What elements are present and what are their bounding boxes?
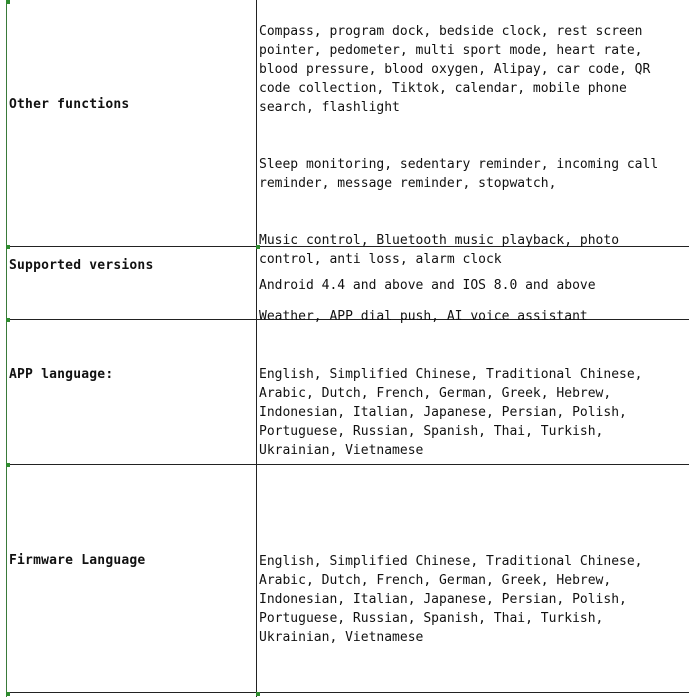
value-paragraph: Compass, program dock, bedside clock, rest screen pointer, pedometer, multi sport mode, heart rate, blood pressure, blood oxygen, Alipay, car code, QR code collection, Tiktok, calendar, mobile phone search, flashlight [259,24,651,115]
cell-marker [6,692,10,696]
value-paragraph: Weather, APP dial push, AI voice assistant [259,309,588,324]
row-value [259,346,687,479]
value-paragraph: Music control, Bluetooth music playback, photo control, anti loss, alarm clock [259,233,620,267]
row-label: APP language: [9,367,114,382]
row-divider [6,692,689,693]
value-paragraph: Sleep monitoring, sedentary reminder, incoming call reminder, message reminder, stopwatch, [259,157,659,191]
value-paragraph: English, Simplified Chinese, Traditional Chinese, Arabic, Dutch, French, German, Greek, Hebrew, Indonesian, Italian, Japanese, Persian, Polish, Portuguese, Russian, Spanish, Thai, Turkish, Ukrainian, Vietnamese [259,554,643,645]
cell-marker [256,692,260,696]
table-row-firmware-language [0,464,689,692]
table-row-supported-versions [0,246,689,319]
row-label: Other functions [9,97,130,112]
table-row-app-language [0,319,689,464]
row-value [259,533,687,666]
row-label: Supported versions [9,258,154,273]
value-paragraph: Android 4.4 and above and IOS 8.0 and above [259,278,596,293]
row-label: Firmware Language [9,553,146,568]
value-paragraph: English, Simplified Chinese, Traditional Chinese, Arabic, Dutch, French, German, Greek, Hebrew, Indonesian, Italian, Japanese, Persian, Polish, Portuguese, Russian, Spanish, Thai, Turkish, Ukrainian, Vietnamese [259,367,643,458]
row-value [259,257,687,314]
